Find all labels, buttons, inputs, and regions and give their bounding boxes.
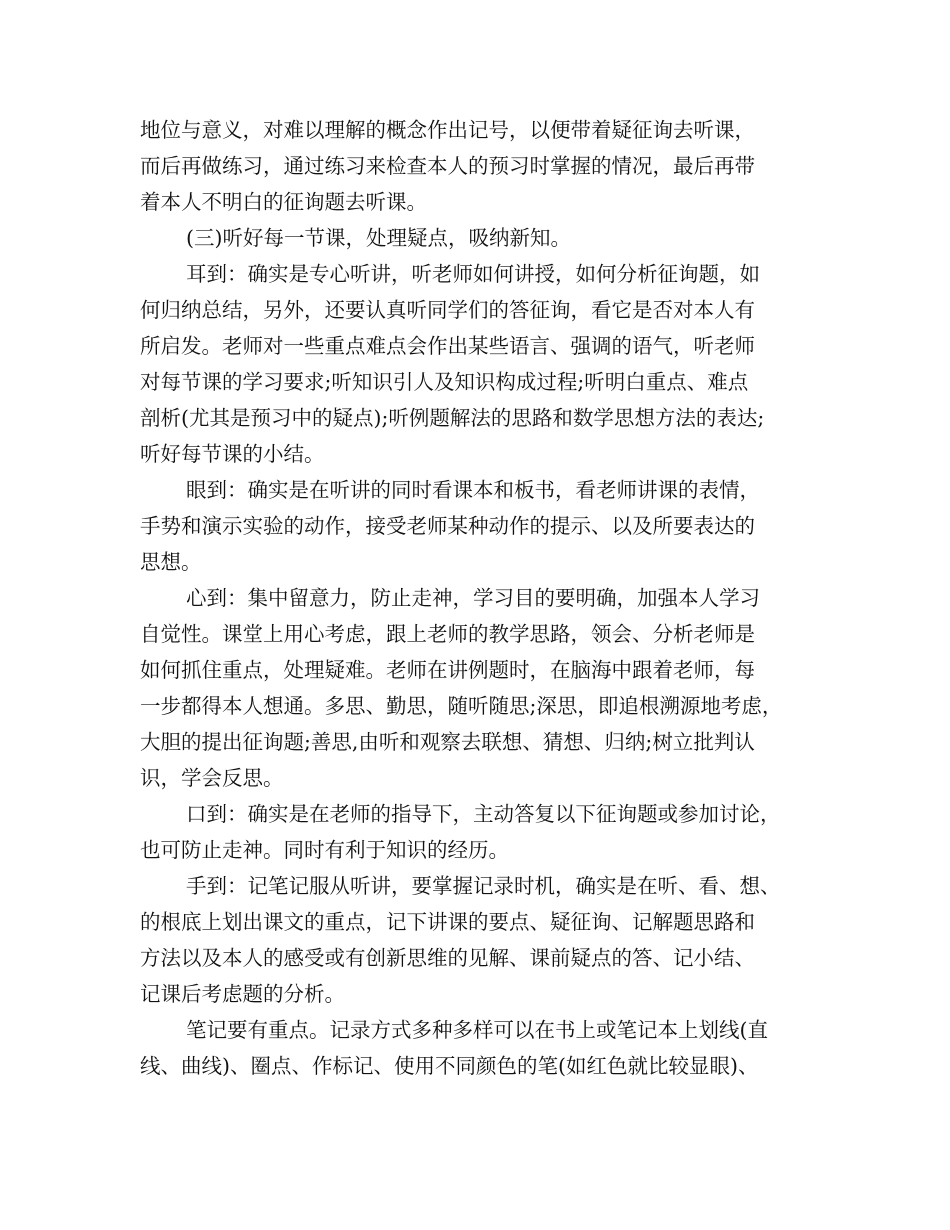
paragraph-start-hand: 手到：记笔记服从听讲，要掌握记录时机，确实是在听、看、想、	[186, 874, 781, 898]
paragraph-start-ear: 耳到：确实是专心听讲，听老师如何讲授，如何分析征询题，如	[186, 262, 760, 286]
document-body	[140, 112, 826, 1084]
text-line: 线、曲线)、圈点、作标记、使用不同颜色的笔(如红色就比较显眼)、	[140, 1054, 759, 1078]
text-line: 剖析(尤其是预习中的疑点);听例题解法的思路和数学思想方法的表达;	[140, 406, 765, 430]
text-line: 大胆的提出征询题;善思,由听和观察去联想、猜想、归纳;树立批判认	[140, 730, 755, 754]
text-line: 听好每节课的小结。	[140, 442, 325, 466]
text-line: 也可防止走神。同时有利于知识的经历。	[140, 838, 509, 862]
section-heading: (三)听好每一节课，处理疑点，吸纳新知。	[186, 226, 571, 250]
text-line: 自觉性。课堂上用心考虑，跟上老师的教学思路，领会、分析老师是	[140, 622, 755, 646]
text-line: 而后再做练习，通过练习来检查本人的预习时掌握的情况，最后再带	[140, 154, 755, 178]
text-line: 的根底上划出课文的重点，记下讲课的要点、疑征询、记解题思路和	[140, 910, 755, 934]
text-line: 记课后考虑题的分析。	[140, 982, 345, 1006]
text-line: 识，学会反思。	[140, 766, 284, 790]
text-line: 地位与意义，对难以理解的概念作出记号，以便带着疑征询去听课，	[140, 118, 755, 142]
paragraph-start-heart: 心到：集中留意力，防止走神，学习目的要明确，加强本人学习	[186, 586, 760, 610]
text-line: 手势和演示实验的动作，接受老师某种动作的提示、以及所要表达的	[140, 514, 755, 538]
paragraph-start-notes: 笔记要有重点。记录方式多种多样可以在书上或笔记本上划线(直	[186, 1018, 768, 1042]
text-line: 对每节课的学习要求;听知识引人及知识构成过程;听明白重点、难点	[140, 370, 749, 394]
text-line: 一步都得本人想通。多思、勤思，随听随思;深思，即追根溯源地考虑，	[140, 694, 783, 718]
paragraph-start-eye: 眼到：确实是在听讲的同时看课本和板书，看老师讲课的表情，	[186, 478, 760, 502]
text-line: 所启发。老师对一些重点难点会作出某些语言、强调的语气，听老师	[140, 334, 755, 358]
paragraph-start-mouth: 口到：确实是在老师的指导下，主动答复以下征询题或参加讨论，	[186, 802, 781, 826]
text-line: 着本人不明白的征询题去听课。	[140, 190, 427, 214]
text-line: 思想。	[140, 550, 202, 574]
text-line: 何归纳总结，另外，还要认真听同学们的答征询，看它是否对本人有	[140, 298, 755, 322]
text-line: 方法以及本人的感受或有创新思维的见解、课前疑点的答、记小结、	[140, 946, 755, 970]
text-line: 如何抓住重点，处理疑难。老师在讲例题时，在脑海中跟着老师，每	[140, 658, 755, 682]
